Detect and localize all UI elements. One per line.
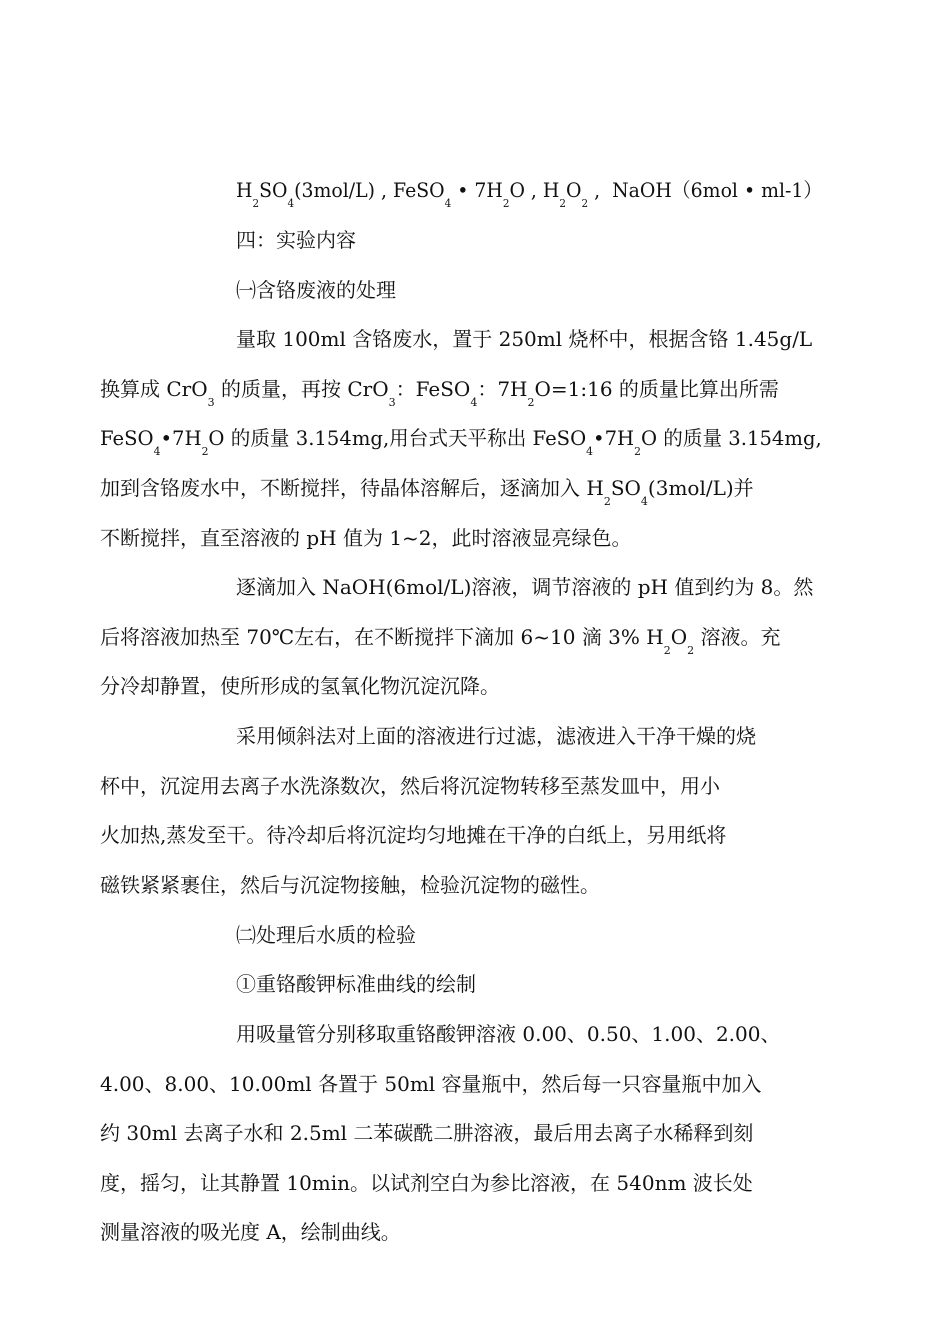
text-line bbox=[236, 226, 356, 254]
text-run: •7H bbox=[160, 426, 202, 450]
subscript: 4 bbox=[586, 445, 594, 458]
text-run: O 的质量 3.154mg, bbox=[640, 426, 822, 450]
text-run: O 的质量 3.154mg,用台式天平称出 FeSO bbox=[208, 426, 587, 450]
text-run: ㈠含铬废液的处理 bbox=[236, 278, 396, 302]
text-run: 用吸量管分别移取重铬酸钾溶液 0.00、0.50、1.00、2.00、 bbox=[236, 1022, 781, 1046]
text-run: 度，摇匀，让其静置 10min。以试剂空白为参比溶液，在 540nm 波长处 bbox=[100, 1171, 753, 1195]
text-run: 四：实验内容 bbox=[236, 228, 356, 252]
text-run: 的质量，再按 CrO bbox=[214, 377, 389, 401]
subscript: 3 bbox=[388, 396, 396, 409]
text-run: ：7H bbox=[477, 377, 528, 401]
text-line bbox=[100, 1119, 753, 1147]
text-line bbox=[100, 821, 726, 849]
text-run: (3mol/L) , FeSO bbox=[294, 178, 445, 202]
text-run: 4.00、8.00、10.00ml 各置于 50ml 容量瓶中，然后每一只容量瓶中加入 bbox=[100, 1072, 762, 1096]
subscript: 4 bbox=[640, 495, 648, 508]
subscript: 2 bbox=[581, 197, 589, 210]
subscript: 4 bbox=[470, 396, 478, 409]
text-line bbox=[236, 276, 396, 304]
text-run: ㈡处理后水质的检验 bbox=[236, 923, 416, 947]
text-line bbox=[100, 672, 500, 700]
text-run: SO bbox=[610, 476, 641, 500]
subscript: 2 bbox=[559, 197, 567, 210]
text-run: SO bbox=[259, 178, 288, 202]
text-line bbox=[100, 424, 822, 456]
text-run: H bbox=[236, 178, 253, 202]
text-run: 溶液。充 bbox=[694, 625, 781, 649]
subscript: 2 bbox=[634, 445, 641, 458]
text-run: O bbox=[670, 625, 688, 649]
text-run: O=1:16 的质量比算出所需 bbox=[534, 377, 779, 401]
text-line bbox=[236, 970, 476, 998]
text-run: 测量溶液的吸光度 A，绘制曲线。 bbox=[100, 1220, 401, 1244]
text-run: 换算成 CrO bbox=[100, 377, 208, 401]
text-run: • 7H bbox=[451, 178, 503, 202]
text-run: 逐滴加入 NaOH(6mol/L)溶液，调节溶液的 pH 值到约为 8。然 bbox=[236, 575, 814, 599]
text-run: 后将溶液加热至 70℃左右，在不断搅拌下滴加 6~10 滴 3% H bbox=[100, 625, 664, 649]
text-line bbox=[100, 375, 779, 407]
text-run: (3mol/L)并 bbox=[647, 476, 754, 500]
subscript: 2 bbox=[527, 396, 535, 409]
text-run: 加到含铬废水中，不断搅拌，待晶体溶解后，逐滴加入 H bbox=[100, 476, 604, 500]
text-line bbox=[236, 1020, 780, 1048]
subscript: 2 bbox=[252, 197, 260, 210]
text-line bbox=[100, 623, 780, 655]
text-run: 约 30ml 去离子水和 2.5ml 二苯碳酰二肼溶液，最后用去离子水稀释到刻 bbox=[100, 1121, 754, 1145]
subscript: 2 bbox=[502, 197, 510, 210]
subscript: 2 bbox=[663, 644, 671, 657]
text-run: 量取 100ml 含铬废水，置于 250ml 烧杯中，根据含铬 1.45g/L bbox=[236, 327, 813, 351]
text-line bbox=[100, 524, 632, 552]
text-line bbox=[236, 176, 822, 208]
subscript: 2 bbox=[201, 445, 209, 458]
text-line bbox=[236, 722, 756, 750]
text-run: 采用倾斜法对上面的溶液进行过滤，滤液进入干净干燥的烧 bbox=[236, 724, 756, 748]
subscript: 4 bbox=[287, 197, 295, 210]
text-run: 杯中，沉淀用去离子水洗涤数次，然后将沉淀物转移至蒸发皿中，用小 bbox=[100, 774, 720, 798]
text-line bbox=[236, 573, 813, 601]
text-run: 火加热,蒸发至干。待冷却后将沉淀均匀地摊在干净的白纸上，另用纸将 bbox=[100, 823, 727, 847]
text-run: ①重铬酸钾标准曲线的绘制 bbox=[236, 972, 476, 996]
text-run: 分冷却静置，使所形成的氢氧化物沉淀沉降。 bbox=[100, 674, 500, 698]
subscript: 2 bbox=[687, 644, 695, 657]
text-run: 磁铁紧紧裹住，然后与沉淀物接触，检验沉淀物的磁性。 bbox=[100, 873, 600, 897]
text-line bbox=[100, 1070, 762, 1098]
text-line bbox=[236, 921, 416, 949]
text-run: O , H bbox=[509, 178, 560, 202]
text-line bbox=[236, 325, 812, 353]
text-run: , NaOH（6mol • ml-1） bbox=[588, 178, 823, 202]
text-line bbox=[100, 1218, 401, 1246]
text-run: FeSO bbox=[100, 426, 154, 450]
text-run: ：FeSO bbox=[395, 377, 471, 401]
text-line bbox=[100, 772, 720, 800]
text-line bbox=[100, 1169, 753, 1197]
subscript: 4 bbox=[153, 445, 161, 458]
subscript: 4 bbox=[444, 197, 452, 210]
text-line bbox=[100, 871, 600, 899]
text-run: 不断搅拌，直至溶液的 pH 值为 1~2，此时溶液显亮绿色。 bbox=[100, 526, 632, 550]
text-run: O bbox=[566, 178, 582, 202]
subscript: 3 bbox=[207, 396, 215, 409]
text-line bbox=[100, 474, 754, 506]
text-run: •7H bbox=[593, 426, 635, 450]
subscript: 2 bbox=[603, 495, 611, 508]
